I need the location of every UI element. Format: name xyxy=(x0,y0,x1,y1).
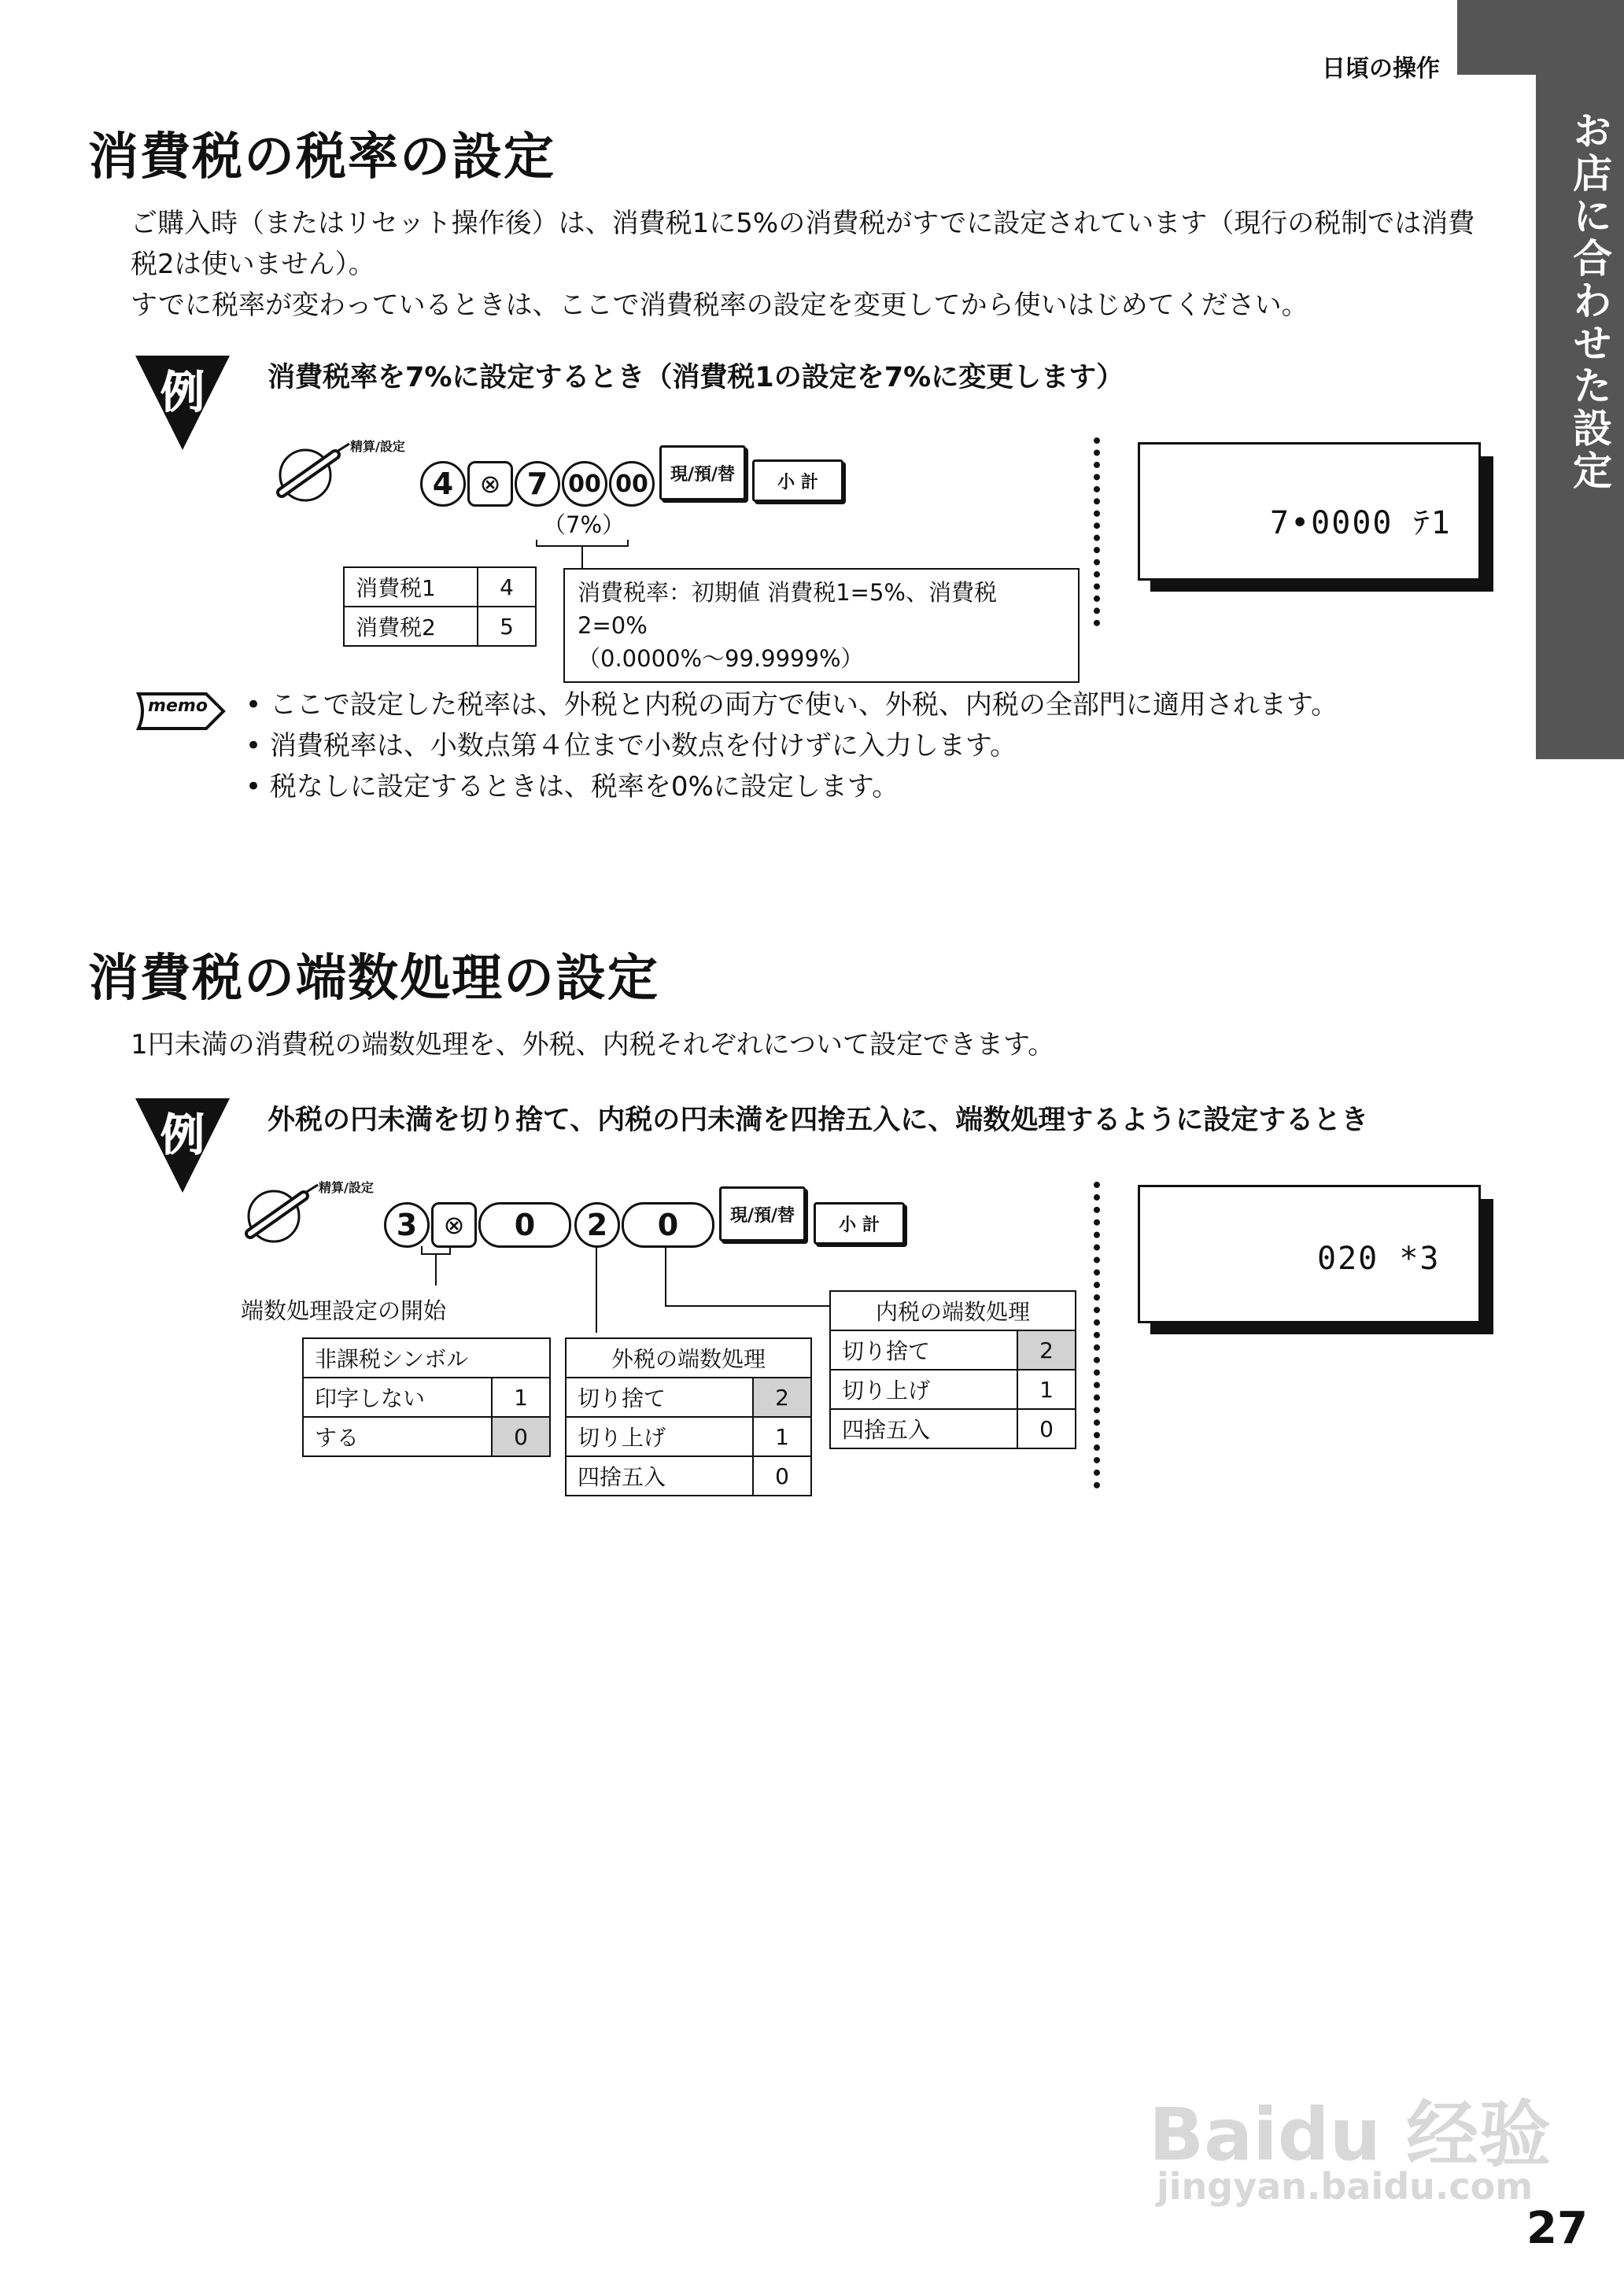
mode-key-icon xyxy=(268,441,354,504)
rate-note-line1: 消費税率：初期値 消費税1=5%、消費税2=0% xyxy=(578,579,997,639)
table-row xyxy=(566,1417,811,1456)
key-shokei[interactable]: 小 計 xyxy=(814,1202,905,1245)
table-row xyxy=(830,1291,1076,1330)
inner-tax-table xyxy=(829,1290,1076,1449)
list-item: • 税なしに設定するときは、税率を0%に設定します。 xyxy=(245,771,899,802)
dotted-divider xyxy=(1094,1182,1106,1489)
side-tab-label: お店に合わせた設定 xyxy=(1567,110,1612,493)
table-row xyxy=(566,1456,811,1496)
memo-list xyxy=(245,684,1520,807)
section1-example-title: 消費税率を7%に設定するとき（消費税1の設定を7%に変更します） xyxy=(268,362,1124,393)
table-row xyxy=(830,1330,1076,1370)
table-row xyxy=(566,1338,811,1378)
key-shokei[interactable]: 小 計 xyxy=(752,459,843,502)
table-cell: 1 xyxy=(1017,1370,1076,1409)
display-text: 7•0000 ﾃ1 xyxy=(1270,505,1452,541)
table-cell: 0 xyxy=(1017,1409,1076,1448)
memo-icon xyxy=(134,688,228,735)
section1-body-line3: すでに税率が変わっているときは、ここで消費税率の設定を変更してから使いはじめてください。 xyxy=(131,290,1308,321)
receipt-display xyxy=(1138,442,1481,581)
table-cell: する xyxy=(303,1417,492,1456)
table-cell: 四捨五入 xyxy=(566,1456,753,1496)
example-badge-icon xyxy=(135,1095,230,1197)
tax-table xyxy=(343,566,537,647)
key-7[interactable]: 7 xyxy=(515,461,560,507)
section2-body: 1円未満の消費税の端数処理を、外税、内税それぞれについて設定できます。 xyxy=(131,1029,1055,1061)
key-00-a[interactable]: 00 xyxy=(562,461,607,507)
key-multiply[interactable]: ⊗ xyxy=(431,1202,477,1248)
inner-tax-table-header: 内税の端数処理 xyxy=(830,1291,1076,1330)
key-0[interactable]: 0 xyxy=(478,1202,571,1248)
table-row xyxy=(303,1378,550,1417)
table-cell: 切り捨て xyxy=(830,1330,1017,1370)
key-multiply[interactable]: ⊗ xyxy=(467,461,513,507)
table-row xyxy=(344,607,536,646)
page-number: 27 xyxy=(1526,2203,1588,2254)
watermark-brand: Baidu 经验 xyxy=(1149,2093,1552,2177)
section1-body-line1: ご購入時（またはリセット操作後）は、消費税1に5%の消費税がすでに設定されています（現行の税制では消費 xyxy=(131,208,1475,239)
table-cell: 2 xyxy=(1017,1330,1076,1370)
list-item: • ここで設定した税率は、外税と内税の両方で使い、外税、内税の全部門に適用されます。 xyxy=(245,689,1338,721)
mode-key-icon xyxy=(236,1182,323,1245)
mode-key-label: 精算/設定 xyxy=(350,439,405,454)
memo-icon-label: memo xyxy=(148,696,208,716)
table-cell: 1 xyxy=(753,1417,811,1456)
tax-table-name: 消費税1 xyxy=(344,567,478,607)
example-badge-label: 例 xyxy=(161,1110,205,1161)
section1-body-line2: 税2は使いません）。 xyxy=(131,249,375,280)
section1-title: 消費税の税率の設定 xyxy=(88,128,555,186)
symbol-table-header: 非課税シンボル xyxy=(303,1338,550,1378)
table-cell: 1 xyxy=(492,1378,550,1417)
watermark-url: jingyan.baidu.com xyxy=(1157,2165,1534,2208)
key-genyotai[interactable]: 現/預/替 xyxy=(719,1186,806,1241)
section1-body xyxy=(131,203,1515,326)
section-header: 日頃の操作 xyxy=(1322,55,1440,83)
outer-tax-table xyxy=(565,1337,812,1496)
key-genyotai[interactable]: 現/預/替 xyxy=(659,445,746,500)
mode-key-label: 精算/設定 xyxy=(319,1180,374,1195)
key-2[interactable]: 2 xyxy=(574,1202,620,1248)
rate-caption: （7%） xyxy=(543,511,626,538)
start-caption: 端数処理設定の開始 xyxy=(241,1297,447,1324)
receipt-display xyxy=(1138,1185,1481,1323)
tax-table-name: 消費税2 xyxy=(344,607,478,646)
outer-tax-table-header: 外税の端数処理 xyxy=(566,1338,811,1378)
table-row xyxy=(830,1409,1076,1448)
list-item: • 消費税率は、小数点第４位まで小数点を付けずに入力します。 xyxy=(245,730,1017,762)
table-cell: 0 xyxy=(753,1456,811,1496)
section2-title: 消費税の端数処理の設定 xyxy=(88,950,659,1008)
table-row xyxy=(566,1378,811,1417)
tax-table-value: 4 xyxy=(478,567,536,607)
section2-example-title: 外税の円未満を切り捨て、内税の円未満を四捨五入に、端数処理するように設定するとき xyxy=(268,1105,1369,1136)
rate-bracket xyxy=(535,535,629,571)
table-row xyxy=(344,567,536,607)
table-cell: 0 xyxy=(492,1417,550,1456)
symbol-table xyxy=(302,1337,551,1457)
table-cell: 印字しない xyxy=(303,1378,492,1417)
table-row xyxy=(830,1370,1076,1409)
tax-table-value: 5 xyxy=(478,607,536,646)
table-cell: 四捨五入 xyxy=(830,1409,1017,1448)
table-row xyxy=(303,1338,550,1378)
key-4[interactable]: 4 xyxy=(420,461,466,507)
example-badge-label: 例 xyxy=(161,367,205,419)
table-cell: 切り上げ xyxy=(830,1370,1017,1409)
table-cell: 切り上げ xyxy=(566,1417,753,1456)
dotted-divider xyxy=(1094,437,1106,626)
table-cell: 2 xyxy=(753,1378,811,1417)
key-connectors xyxy=(378,1245,866,1339)
rate-note xyxy=(563,568,1080,683)
table-row xyxy=(303,1417,550,1456)
rate-note-line2: （0.0000%～99.9999%） xyxy=(578,645,864,672)
key-3[interactable]: 3 xyxy=(384,1202,430,1248)
key-0[interactable]: 0 xyxy=(622,1202,714,1248)
table-cell: 切り捨て xyxy=(566,1378,753,1417)
display-text: 020 *3 xyxy=(1317,1241,1441,1277)
example-badge-icon xyxy=(135,352,230,455)
side-tab-notch xyxy=(1457,0,1536,75)
key-00-b[interactable]: 00 xyxy=(609,461,655,507)
